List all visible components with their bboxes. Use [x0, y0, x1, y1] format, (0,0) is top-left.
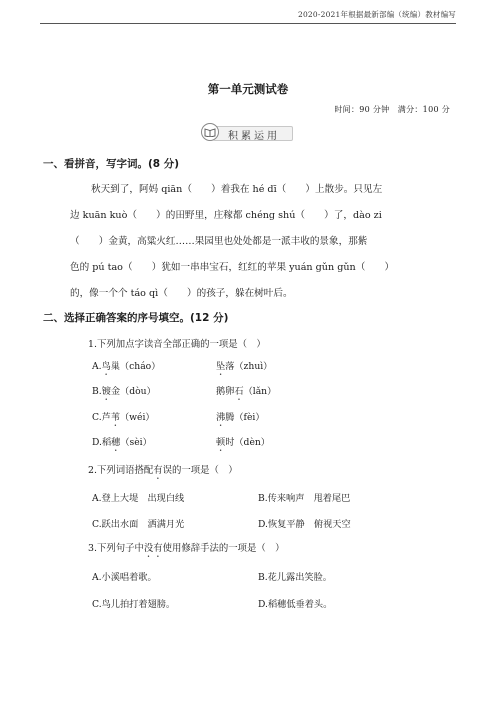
- page-title: 第一单元测试卷: [207, 82, 289, 96]
- open-book-icon: [201, 123, 219, 141]
- section1-line-1: 秋天到了，阿妈 qiān（ ）着我在 hé dī（ ）上散步。只见左: [91, 184, 383, 195]
- q2-option-b: B.传来响声 甩着尾巴: [258, 493, 351, 504]
- q1-option-d2: 顿时（dèn）: [216, 437, 270, 448]
- header-note: 2020-2021年根据最新部编（统编）教材编写: [297, 10, 456, 19]
- q1-option-d: D.稻穗（sèi）: [92, 437, 152, 448]
- section1-line-2: 边 kuān kuò（ ）的田野里，庄稼都 chéng shú（ ）了，dào zi: [70, 210, 382, 221]
- q3-option-c: C.鸟儿拍打着翅膀。: [92, 599, 176, 610]
- q3-stem: 3.下列句子中没有使用修辞手法的一项是（ ）: [88, 543, 285, 554]
- exam-meta: 时间：90 分钟 满分：100 分: [334, 105, 450, 114]
- q1-option-b2: 鹅卵石（lǎn）: [216, 386, 277, 397]
- header-rule: [40, 23, 456, 24]
- q1-option-a2: 坠落（zhuì）: [216, 361, 273, 372]
- section1-line-5: 的，像一个个 táo qì（ ）的孩子，躲在树叶后。: [70, 288, 293, 299]
- section1-line-3: （ ）金黄，高粱火红……果园里也处处都是一派丰收的景象，那紫: [70, 236, 368, 247]
- q2-option-c: C.跃出水面 洒满月光: [92, 519, 185, 530]
- q1-option-c: C.芦苇（wéi）: [92, 412, 155, 423]
- q1-option-a: A.鸟巢（cháo）: [92, 361, 161, 372]
- section1-line-4: 色的 pú tao（ ）犹如一串串宝石，红红的苹果 yuán gǔn gǔn（ ）: [70, 262, 395, 273]
- section2-heading: 二、选择正确答案的序号填空。(12 分): [43, 312, 229, 324]
- q2-stem: 2.下列词语搭配有误的一项是（ ）: [88, 465, 238, 476]
- q1-option-c2: 沸腾（fèi）: [216, 412, 265, 423]
- q3-option-d: D.稻穗低垂着头。: [258, 599, 333, 610]
- q3-option-b: B.花儿露出笑脸。: [258, 572, 332, 583]
- q3-option-a: A.小溪唱着歌。: [92, 572, 157, 583]
- section1-heading: 一、看拼音，写字词。(8 分): [43, 158, 180, 170]
- q2-option-d: D.恢复平静 俯视天空: [258, 519, 351, 530]
- q1-stem: 1.下列加点字读音全部正确的一项是（ ）: [88, 339, 266, 350]
- banner-text: 积累运用: [228, 131, 280, 142]
- section-banner: [201, 123, 293, 141]
- q2-option-a: A.登上大堤 出现白线: [92, 493, 185, 504]
- q1-option-b: B.镀金（dòu）: [92, 386, 156, 397]
